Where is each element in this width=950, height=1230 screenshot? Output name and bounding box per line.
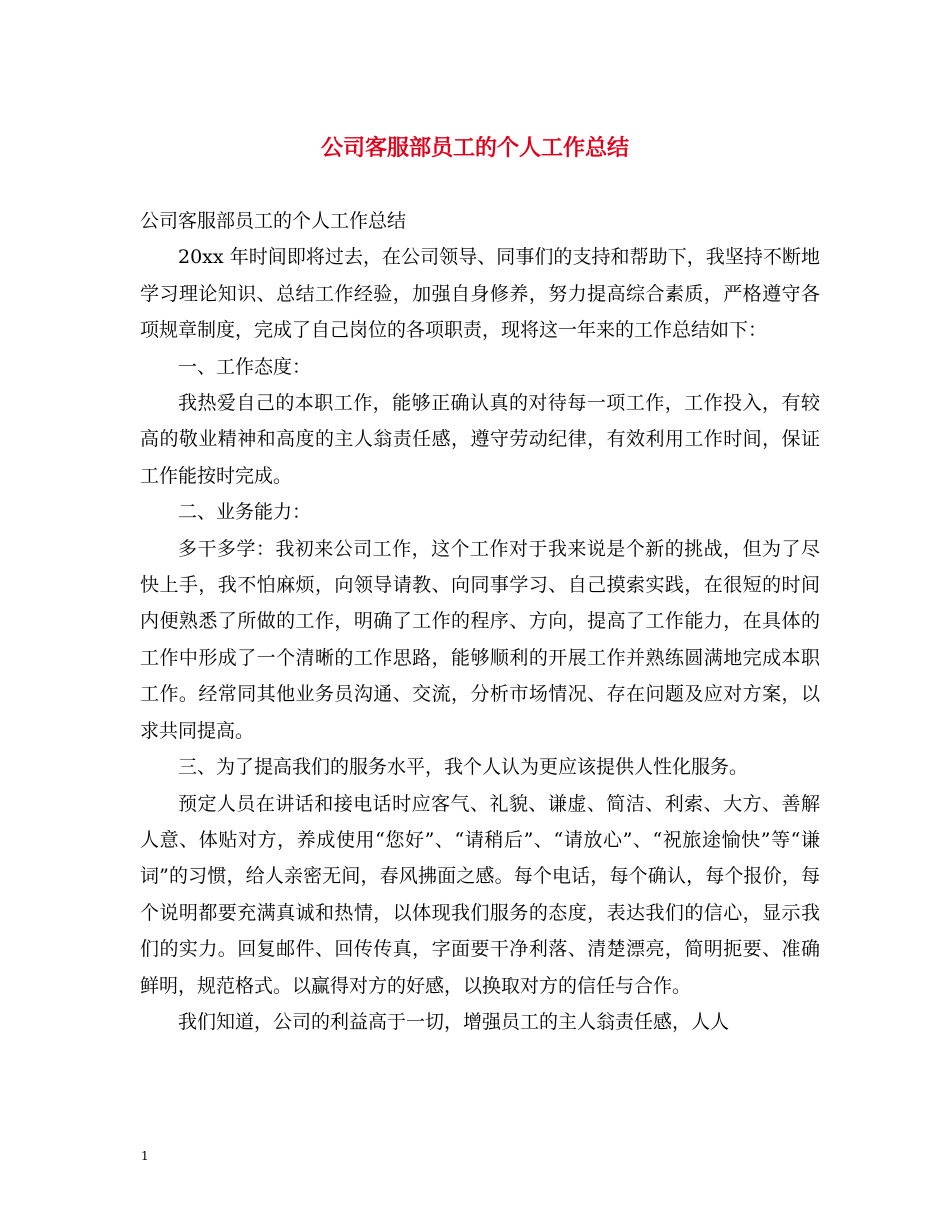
paragraph-attitude: 我热爱自己的本职工作，能够正确认真的对待每一项工作，工作投入，有较高的敬业精神和高度的主人翁责任感，遵守劳动纪律，有效利用工作时间，保证工作能按时完成。 <box>140 392 820 487</box>
document-body <box>140 203 820 1040</box>
paragraph-closing: 我们知道，公司的利益高于一切，增强员工的主人翁责任感，人人 <box>178 1010 730 1033</box>
section-heading-ability: 二、业务能力： <box>178 501 312 524</box>
section-heading-attitude: 一、工作态度： <box>178 355 312 378</box>
paragraph-intro: 20xx 年时间即将过去，在公司领导、同事们的支持和帮助下，我坚持不断地学习理论知识、总结工作经验，加强自身修养，努力提高综合素质，严格遵守各项规章制度，完成了自己岗位的各项职责，现将这一年来的工作总结如下： <box>140 246 820 342</box>
paragraph-subtitle: 公司客服部员工的个人工作总结 <box>140 210 407 232</box>
paragraph-service: 预定人员在讲话和接电话时应客气、礼貌、谦虚、简洁、利索、大方、善解人意、体贴对方，养成使用“您好”、“请稍后”、“请放心”、“祝旅途愉快”等“谦词”的习惯，给人亲密无间，春风拂面之感。每个电话，每个确认，每个报价，每个说明都要充满真诚和热情，以体现我们服务的态度，表达我们的信心，显示我们的实力。回复邮件、回传传真，字面要干净利落、清楚漂亮，简明扼要、准确鲜明，规范格式。以赢得对方的好感，以换取对方的信任与合作。 <box>140 792 820 997</box>
section-heading-service: 三、为了提高我们的服务水平，我个人认为更应该提供人性化服务。 <box>178 756 749 779</box>
page-number: 1 <box>141 1149 149 1163</box>
paragraph-ability: 多干多学：我初来公司工作，这个工作对于我来说是个新的挑战，但为了尽快上手，我不怕麻烦，向领导请教、向同事学习、自己摸索实践，在很短的时间内便熟悉了所做的工作，明确了工作的程序、方向，提高了工作能力，在具体的工作中形成了一个清晰的工作思路，能够顺利的开展工作并熟练圆满地完成本职工作。经常同其他业务员沟通、交流，分析市场情况、存在问题及应对方案，以求共同提高。 <box>140 537 820 742</box>
document-title: 公司客服部员工的个人工作总结 <box>320 135 629 161</box>
